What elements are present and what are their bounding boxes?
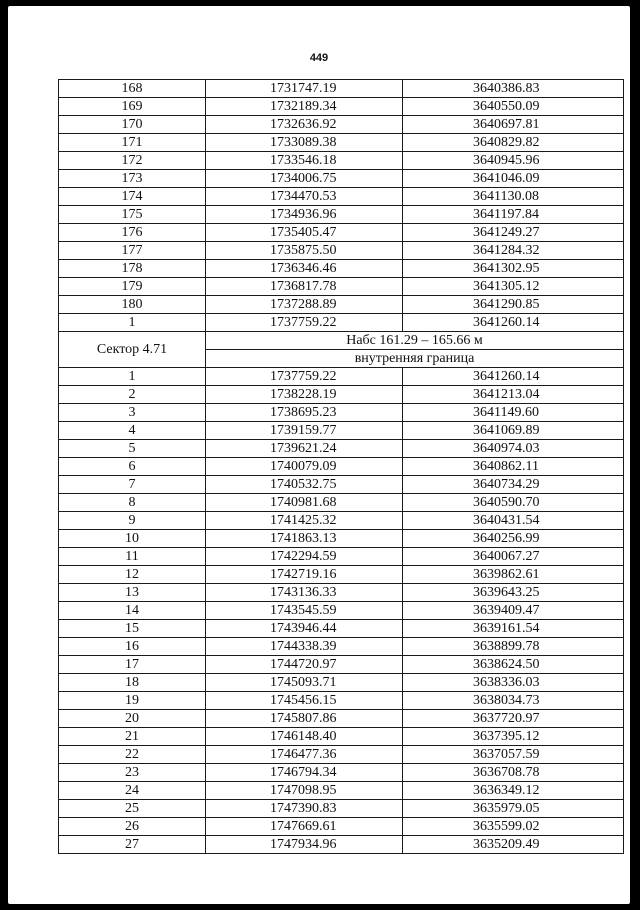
point-number-cell: 7 [59,476,206,494]
point-number-cell: 10 [59,530,206,548]
x-coordinate-cell: 1742719.16 [206,566,403,584]
point-number-cell: 19 [59,692,206,710]
point-number-cell: 172 [59,152,206,170]
y-coordinate-cell: 3639643.25 [403,584,624,602]
table-row [59,782,624,800]
sector-header [59,332,624,368]
x-coordinate-cell: 1740079.09 [206,458,403,476]
x-coordinate-cell: 1734936.96 [206,206,403,224]
x-coordinate-cell: 1742294.59 [206,548,403,566]
table-row [59,134,624,152]
point-number-cell: 24 [59,782,206,800]
point-number-cell: 1 [59,368,206,386]
table-row [59,206,624,224]
y-coordinate-cell: 3640734.29 [403,476,624,494]
y-coordinate-cell: 3638899.78 [403,638,624,656]
point-number-cell: 23 [59,764,206,782]
y-coordinate-cell: 3641046.09 [403,170,624,188]
table-row [59,512,624,530]
x-coordinate-cell: 1746794.34 [206,764,403,782]
document-page [8,6,630,904]
x-coordinate-cell: 1746148.40 [206,728,403,746]
x-coordinate-cell: 1747390.83 [206,800,403,818]
y-coordinate-cell: 3641260.14 [403,314,624,332]
table-row [59,764,624,782]
point-number-cell: 25 [59,800,206,818]
point-number-cell: 11 [59,548,206,566]
table-row [59,368,624,386]
table-row [59,584,624,602]
table-row [59,80,624,98]
y-coordinate-cell: 3638336.03 [403,674,624,692]
x-coordinate-cell: 1746477.36 [206,746,403,764]
point-number-cell: 169 [59,98,206,116]
x-coordinate-cell: 1747934.96 [206,836,403,854]
table-row [59,692,624,710]
point-number-cell: 9 [59,512,206,530]
table-row [59,242,624,260]
point-number-cell: 12 [59,566,206,584]
table-row [59,116,624,134]
point-number-cell: 170 [59,116,206,134]
y-coordinate-cell: 3641302.95 [403,260,624,278]
table-row [59,278,624,296]
sector-boundary-type: внутренняя граница [206,350,624,368]
y-coordinate-cell: 3640590.70 [403,494,624,512]
point-number-cell: 22 [59,746,206,764]
table-row [59,710,624,728]
table-row [59,602,624,620]
table-row [59,458,624,476]
point-number-cell: 17 [59,656,206,674]
y-coordinate-cell: 3641149.60 [403,404,624,422]
table-row [59,818,624,836]
x-coordinate-cell: 1745807.86 [206,710,403,728]
point-number-cell: 3 [59,404,206,422]
table-row [59,476,624,494]
table-row [59,386,624,404]
y-coordinate-cell: 3641284.32 [403,242,624,260]
y-coordinate-cell: 3635209.49 [403,836,624,854]
point-number-cell: 18 [59,674,206,692]
point-number-cell: 5 [59,440,206,458]
point-number-cell: 173 [59,170,206,188]
y-coordinate-cell: 3640862.11 [403,458,624,476]
sector-name: Сектор 4.71 [59,332,206,368]
x-coordinate-cell: 1735875.50 [206,242,403,260]
y-coordinate-cell: 3641130.08 [403,188,624,206]
table-row [59,530,624,548]
x-coordinate-cell: 1735405.47 [206,224,403,242]
point-number-cell: 168 [59,80,206,98]
y-coordinate-cell: 3641197.84 [403,206,624,224]
x-coordinate-cell: 1738228.19 [206,386,403,404]
table-row [59,494,624,512]
x-coordinate-cell: 1732636.92 [206,116,403,134]
point-number-cell: 1 [59,314,206,332]
x-coordinate-cell: 1741425.32 [206,512,403,530]
point-number-cell: 4 [59,422,206,440]
y-coordinate-cell: 3640067.27 [403,548,624,566]
y-coordinate-cell: 3638624.50 [403,656,624,674]
x-coordinate-cell: 1743946.44 [206,620,403,638]
point-number-cell: 177 [59,242,206,260]
table-row [59,188,624,206]
x-coordinate-cell: 1747098.95 [206,782,403,800]
table-row [59,170,624,188]
y-coordinate-cell: 3640974.03 [403,440,624,458]
y-coordinate-cell: 3635599.02 [403,818,624,836]
point-number-cell: 15 [59,620,206,638]
x-coordinate-cell: 1738695.23 [206,404,403,422]
x-coordinate-cell: 1731747.19 [206,80,403,98]
y-coordinate-cell: 3640256.99 [403,530,624,548]
y-coordinate-cell: 3640829.82 [403,134,624,152]
point-number-cell: 179 [59,278,206,296]
point-number-cell: 8 [59,494,206,512]
point-number-cell: 13 [59,584,206,602]
point-number-cell: 26 [59,818,206,836]
y-coordinate-cell: 3640945.96 [403,152,624,170]
point-number-cell: 175 [59,206,206,224]
coordinates-table-container [58,79,622,854]
x-coordinate-cell: 1745456.15 [206,692,403,710]
table-row [59,638,624,656]
table-row [59,152,624,170]
point-number-cell: 21 [59,728,206,746]
y-coordinate-cell: 3638034.73 [403,692,624,710]
point-number-cell: 180 [59,296,206,314]
point-number-cell: 178 [59,260,206,278]
y-coordinate-cell: 3641290.85 [403,296,624,314]
table-row [59,440,624,458]
y-coordinate-cell: 3641069.89 [403,422,624,440]
y-coordinate-cell: 3636349.12 [403,782,624,800]
table-row [59,224,624,242]
table-row [59,674,624,692]
table-row [59,296,624,314]
y-coordinate-cell: 3637395.12 [403,728,624,746]
x-coordinate-cell: 1736346.46 [206,260,403,278]
point-number-cell: 171 [59,134,206,152]
table-row [59,404,624,422]
point-number-cell: 20 [59,710,206,728]
table-body-bottom [59,368,624,854]
y-coordinate-cell: 3641305.12 [403,278,624,296]
sector-header-row-1 [59,332,624,350]
x-coordinate-cell: 1741863.13 [206,530,403,548]
table-row [59,314,624,332]
x-coordinate-cell: 1740532.75 [206,476,403,494]
y-coordinate-cell: 3635979.05 [403,800,624,818]
table-row [59,260,624,278]
y-coordinate-cell: 3636708.78 [403,764,624,782]
y-coordinate-cell: 3637720.97 [403,710,624,728]
x-coordinate-cell: 1733089.38 [206,134,403,152]
point-number-cell: 16 [59,638,206,656]
x-coordinate-cell: 1734470.53 [206,188,403,206]
x-coordinate-cell: 1739621.24 [206,440,403,458]
x-coordinate-cell: 1743136.33 [206,584,403,602]
point-number-cell: 14 [59,602,206,620]
x-coordinate-cell: 1737759.22 [206,368,403,386]
table-row [59,800,624,818]
table-row [59,656,624,674]
x-coordinate-cell: 1734006.75 [206,170,403,188]
y-coordinate-cell: 3640431.54 [403,512,624,530]
y-coordinate-cell: 3640550.09 [403,98,624,116]
coordinates-table [58,79,624,854]
y-coordinate-cell: 3640697.81 [403,116,624,134]
x-coordinate-cell: 1732189.34 [206,98,403,116]
x-coordinate-cell: 1739159.77 [206,422,403,440]
point-number-cell: 2 [59,386,206,404]
point-number-cell: 27 [59,836,206,854]
y-coordinate-cell: 3639161.54 [403,620,624,638]
x-coordinate-cell: 1744338.39 [206,638,403,656]
y-coordinate-cell: 3639409.47 [403,602,624,620]
table-row [59,548,624,566]
y-coordinate-cell: 3641213.04 [403,386,624,404]
point-number-cell: 174 [59,188,206,206]
table-row [59,728,624,746]
x-coordinate-cell: 1736817.78 [206,278,403,296]
y-coordinate-cell: 3639862.61 [403,566,624,584]
x-coordinate-cell: 1740981.68 [206,494,403,512]
table-row [59,98,624,116]
table-row [59,746,624,764]
point-number-cell: 176 [59,224,206,242]
table-row [59,836,624,854]
y-coordinate-cell: 3641260.14 [403,368,624,386]
x-coordinate-cell: 1733546.18 [206,152,403,170]
table-row [59,566,624,584]
x-coordinate-cell: 1747669.61 [206,818,403,836]
table-row [59,620,624,638]
x-coordinate-cell: 1737759.22 [206,314,403,332]
sector-height-range: Набс 161.29 – 165.66 м [206,332,624,350]
page-number: 449 [309,52,329,64]
x-coordinate-cell: 1743545.59 [206,602,403,620]
y-coordinate-cell: 3641249.27 [403,224,624,242]
point-number-cell: 6 [59,458,206,476]
x-coordinate-cell: 1737288.89 [206,296,403,314]
y-coordinate-cell: 3640386.83 [403,80,624,98]
y-coordinate-cell: 3637057.59 [403,746,624,764]
table-row [59,422,624,440]
table-body-top [59,80,624,332]
x-coordinate-cell: 1745093.71 [206,674,403,692]
x-coordinate-cell: 1744720.97 [206,656,403,674]
